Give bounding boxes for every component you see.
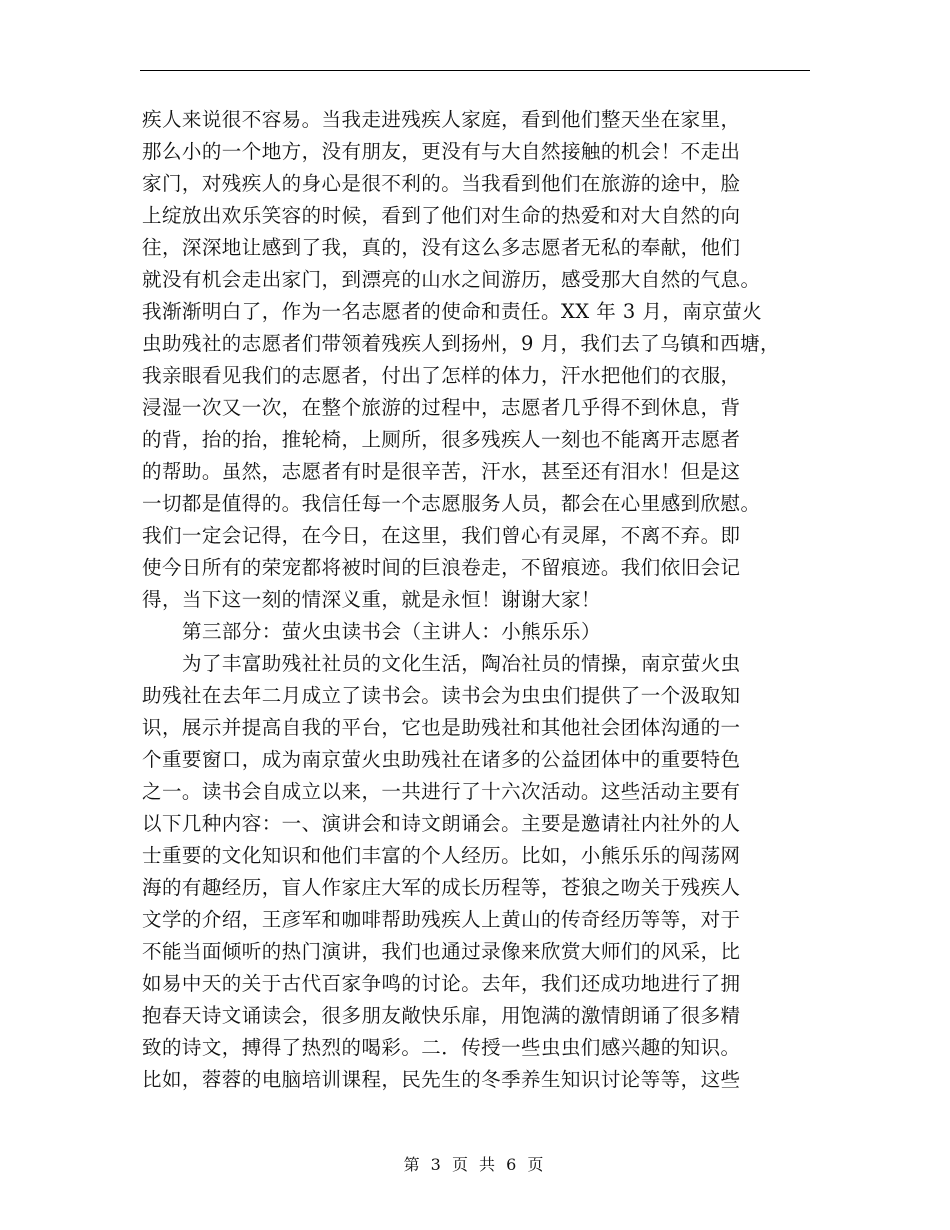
text-line: 得，当下这一刻的情深义重，就是永恒！谢谢大家！ [142, 588, 601, 611]
text-line: 文学的介绍，王彦军和咖啡帮助残疾人上黄山的传奇经历等等，对于 [142, 908, 741, 931]
text-line: 不能当面倾听的热门演讲，我们也通过录像来欣赏大师们的风采，比 [142, 940, 741, 963]
text-line: 我们一定会记得，在今日，在这里，我们曾心有灵犀，不离不弃。即 [142, 524, 741, 547]
text-line: 就没有机会走出家门，到漂亮的山水之间游历，感受那大自然的气息。 [142, 268, 761, 291]
text-line: 那么小的一个地方，没有朋友，更没有与大自然接触的机会！不走出 [142, 140, 741, 163]
text-line: 的帮助。虽然，志愿者有时是很辛苦，汗水，甚至还有泪水！但是这 [142, 460, 741, 483]
text-line: 如易中天的关于古代百家争鸣的讨论。去年，我们还成功地进行了拥 [142, 972, 741, 995]
text-line: 虫助残社的志愿者们带领着残疾人到扬州，9 月，我们去了乌镇和西塘， [142, 332, 780, 355]
text-line: 往，深深地让感到了我，真的，没有这么多志愿者无私的奉献，他们 [142, 236, 741, 259]
text-line: 致的诗文，搏得了热烈的喝彩。二．传授一些虫虫们感兴趣的知识。 [142, 1036, 741, 1059]
text-line: 使今日所有的荣宠都将被时间的巨浪卷走，不留痕迹。我们依旧会记 [142, 556, 741, 579]
text-line: 的背，抬的抬，推轮椅，上厕所，很多残疾人一刻也不能离开志愿者 [142, 428, 741, 451]
text-line: 我渐渐明白了，作为一名志愿者的使命和责任。XX 年 3 月，南京萤火 [142, 300, 763, 323]
text-line: 家门，对残疾人的身心是很不利的。当我看到他们在旅游的途中，脸 [142, 172, 741, 195]
section-heading: 第三部分：萤火虫读书会（主讲人：小熊乐乐） [182, 620, 601, 643]
text-line: 一切都是值得的。我信任每一个志愿服务人员，都会在心里感到欣慰。 [142, 492, 761, 515]
text-line: 士重要的文化知识和他们丰富的个人经历。比如，小熊乐乐的闯荡网 [142, 844, 741, 867]
text-line: 之一。读书会自成立以来，一共进行了十六次活动。这些活动主要有 [142, 780, 741, 803]
text-line: 比如，蓉蓉的电脑培训课程，民先生的冬季养生知识讨论等等，这些 [142, 1068, 741, 1091]
text-line: 为了丰富助残社社员的文化生活，陶冶社员的情操，南京萤火虫 [182, 652, 741, 675]
page-footer: 第 3 页 共 6 页 [403, 1155, 547, 1174]
text-line: 疾人来说很不容易。当我走进残疾人家庭，看到他们整天坐在家里， [142, 108, 741, 131]
text-line: 识，展示并提高自我的平台，它也是助残社和其他社会团体沟通的一 [142, 716, 741, 739]
text-line: 我亲眼看见我们的志愿者，付出了怎样的体力，汗水把他们的衣服， [142, 364, 741, 387]
header-rule [140, 70, 810, 71]
text-line: 海的有趣经历，盲人作家庄大军的成长历程等，苍狼之吻关于残疾人 [142, 876, 741, 899]
text-line: 上绽放出欢乐笑容的时候，看到了他们对生命的热爱和对大自然的向 [142, 204, 741, 227]
text-line: 以下几种内容：一、演讲会和诗文朗诵会。主要是邀请社内社外的人 [142, 812, 741, 835]
text-line: 抱春天诗文诵读会，很多朋友敞快乐扉，用饱满的激情朗诵了很多精 [142, 1004, 741, 1027]
text-line: 助残社在去年二月成立了读书会。读书会为虫虫们提供了一个汲取知 [142, 684, 741, 707]
text-line: 浸湿一次又一次，在整个旅游的过程中，志愿者几乎得不到休息，背 [142, 396, 741, 419]
text-line: 个重要窗口，成为南京萤火虫助残社在诸多的公益团体中的重要特色 [142, 748, 741, 771]
